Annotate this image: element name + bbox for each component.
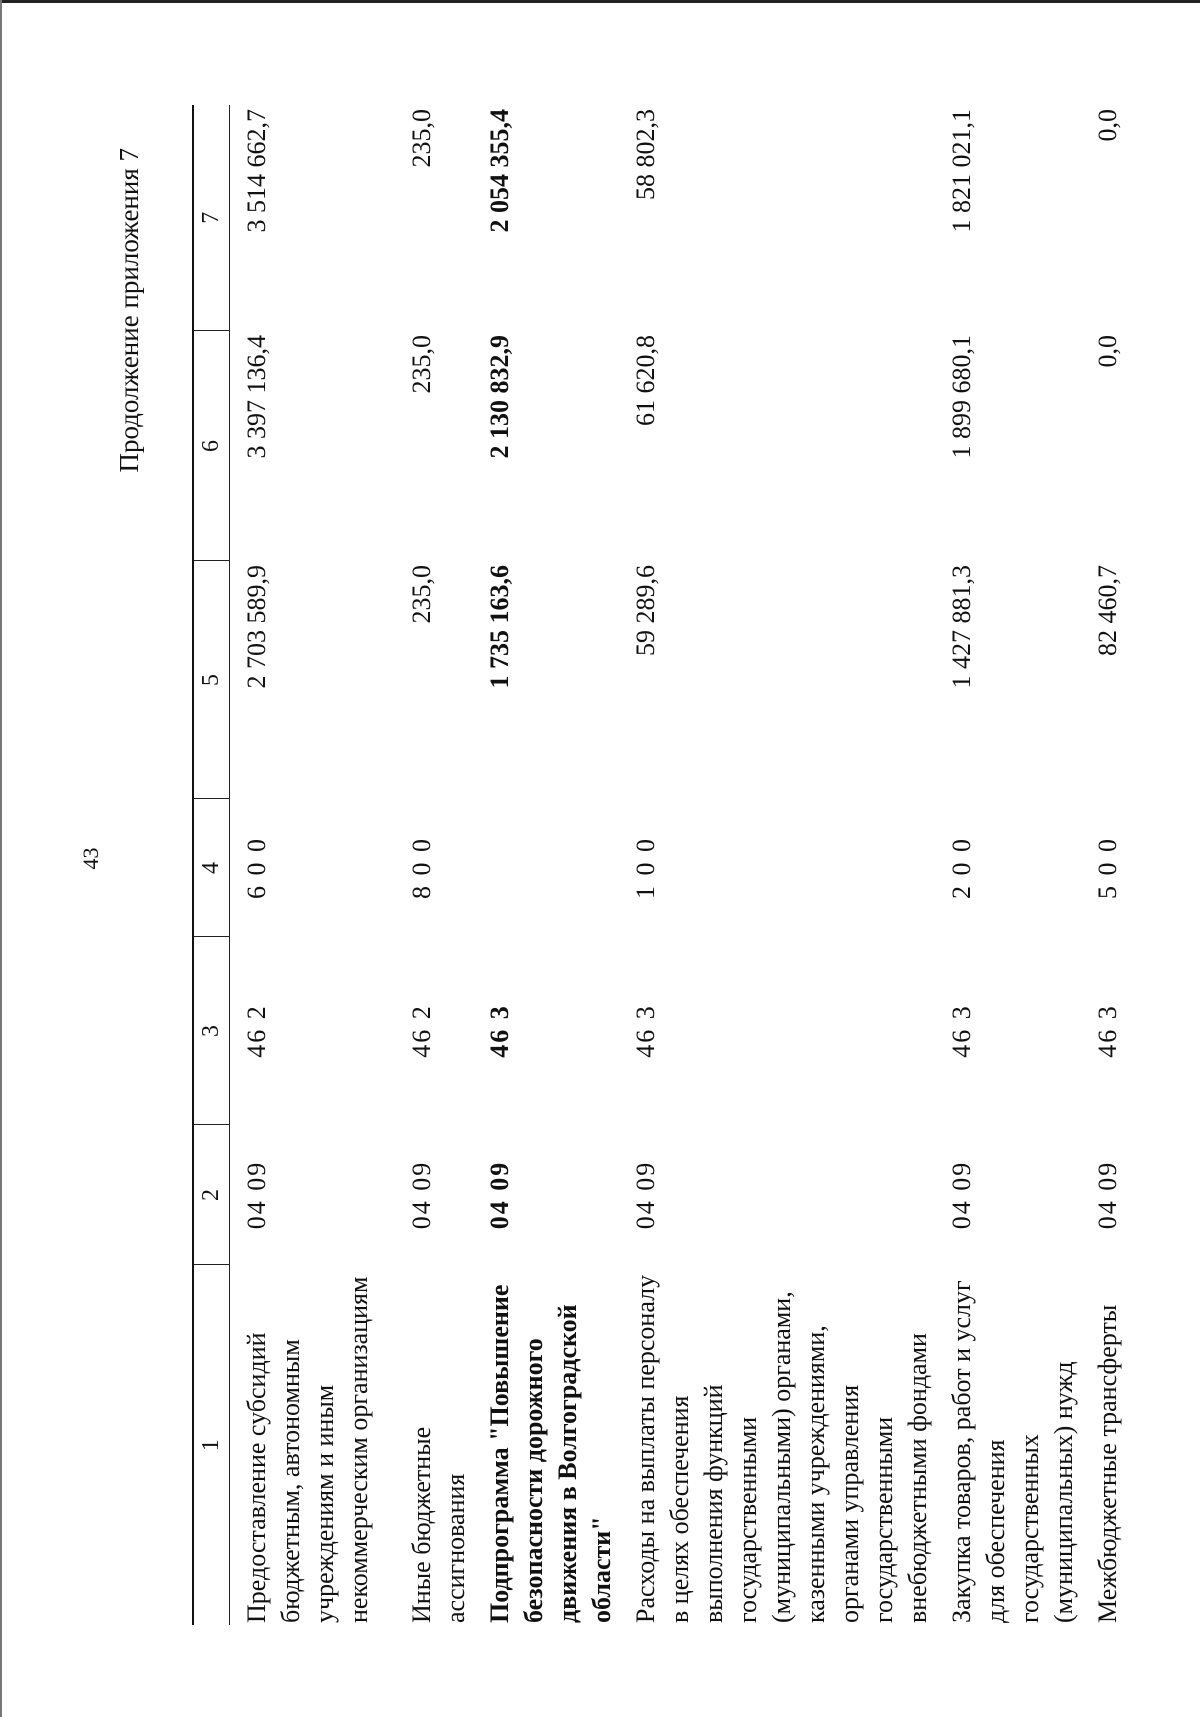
- expense-type-code: 5 0 0: [1093, 837, 1122, 899]
- target-code: 46 2: [407, 1004, 436, 1058]
- section-code: 04 09: [1093, 1160, 1122, 1230]
- amount-col5: 1 427 881,3: [947, 565, 976, 689]
- target-code: 46 3: [947, 1004, 976, 1058]
- amount-col6: 2 130 832,9: [485, 335, 514, 459]
- row-name: Межбюджетные трансферты: [1093, 1304, 1122, 1623]
- section-code: 04 09: [631, 1160, 660, 1230]
- amount-col7: 0,0: [1093, 109, 1122, 142]
- section-code: 04 09: [407, 1160, 436, 1230]
- expense-type-code: 8 0 0: [407, 837, 436, 899]
- amount-col7: 235,0: [407, 109, 436, 168]
- expense-type-code: 1 0 0: [631, 837, 660, 899]
- column-header-5: 5: [193, 561, 230, 799]
- table-row: [1081, 105, 1141, 1625]
- amount-col5: 59 289,6: [631, 565, 660, 656]
- column-header-1: 1: [193, 1265, 230, 1625]
- target-code: 46 2: [242, 1004, 271, 1058]
- row-name: Иные бюджетные ассигнования: [407, 1426, 470, 1623]
- budget-table-frame: [192, 105, 1141, 1625]
- table-row: [230, 105, 396, 1625]
- target-code: 46 3: [1093, 1004, 1122, 1058]
- amount-col6: 1 899 680,1: [947, 335, 976, 459]
- table-row-subprogram: [473, 105, 619, 1625]
- amount-col7: 2 054 355,4: [485, 109, 514, 233]
- row-name: Расходы на выплаты персоналу в целях обеспечения выполнения функций государственными (муниципальными) органами, казенными учреждениями, органами управления государственными внебюджетными фондами: [631, 1274, 932, 1623]
- amount-col5: 82 460,7: [1093, 565, 1122, 656]
- expense-type-code: 6 0 0: [242, 837, 271, 899]
- row-name: Подпрограмма "Повышение безопасности дорожного движения в Волгоградской области": [485, 1284, 616, 1623]
- column-header-3: 3: [193, 937, 230, 1125]
- amount-col7: 58 802,3: [631, 109, 660, 200]
- amount-col6: 61 620,8: [631, 335, 660, 426]
- amount-col6: 235,0: [407, 335, 436, 394]
- amount-col5: 1 735 163,6: [485, 565, 514, 689]
- column-header-4: 4: [193, 799, 230, 937]
- amount-col6: 3 397 136,4: [242, 335, 271, 459]
- column-header-2: 2: [193, 1125, 230, 1265]
- row-name: Предоставление субсидий бюджетным, автономным учреждениям и иным некоммерческим организациям: [242, 1276, 373, 1623]
- table-row: [935, 105, 1081, 1625]
- amount-col5: 235,0: [407, 565, 436, 624]
- column-header-7: 7: [193, 105, 230, 331]
- section-code: 04 09: [242, 1160, 271, 1230]
- row-name: Закупка товаров, работ и услуг для обеспечения государственных (муниципальных) нужд: [947, 1280, 1078, 1623]
- expense-type-code: [473, 799, 619, 937]
- expense-type-code: 2 0 0: [947, 837, 976, 899]
- target-code: 46 3: [631, 1004, 660, 1058]
- page-number: 43: [78, 847, 103, 870]
- amount-col7: 3 514 662,7: [242, 109, 271, 233]
- section-code: 04 09: [485, 1160, 514, 1230]
- header-row: [193, 105, 230, 1625]
- column-header-6: 6: [193, 331, 230, 561]
- target-code: 46 3: [485, 1004, 514, 1058]
- table-row: [619, 105, 935, 1625]
- amount-col5: 2 703 589,9: [242, 565, 271, 689]
- budget-table: [192, 105, 1141, 1625]
- table-row: [395, 105, 473, 1625]
- amount-col7: 1 821 021,1: [947, 109, 976, 233]
- section-code: 04 09: [947, 1160, 976, 1230]
- amount-col6: 0,0: [1093, 335, 1122, 368]
- continuation-label: Продолжение приложения 7: [114, 148, 144, 473]
